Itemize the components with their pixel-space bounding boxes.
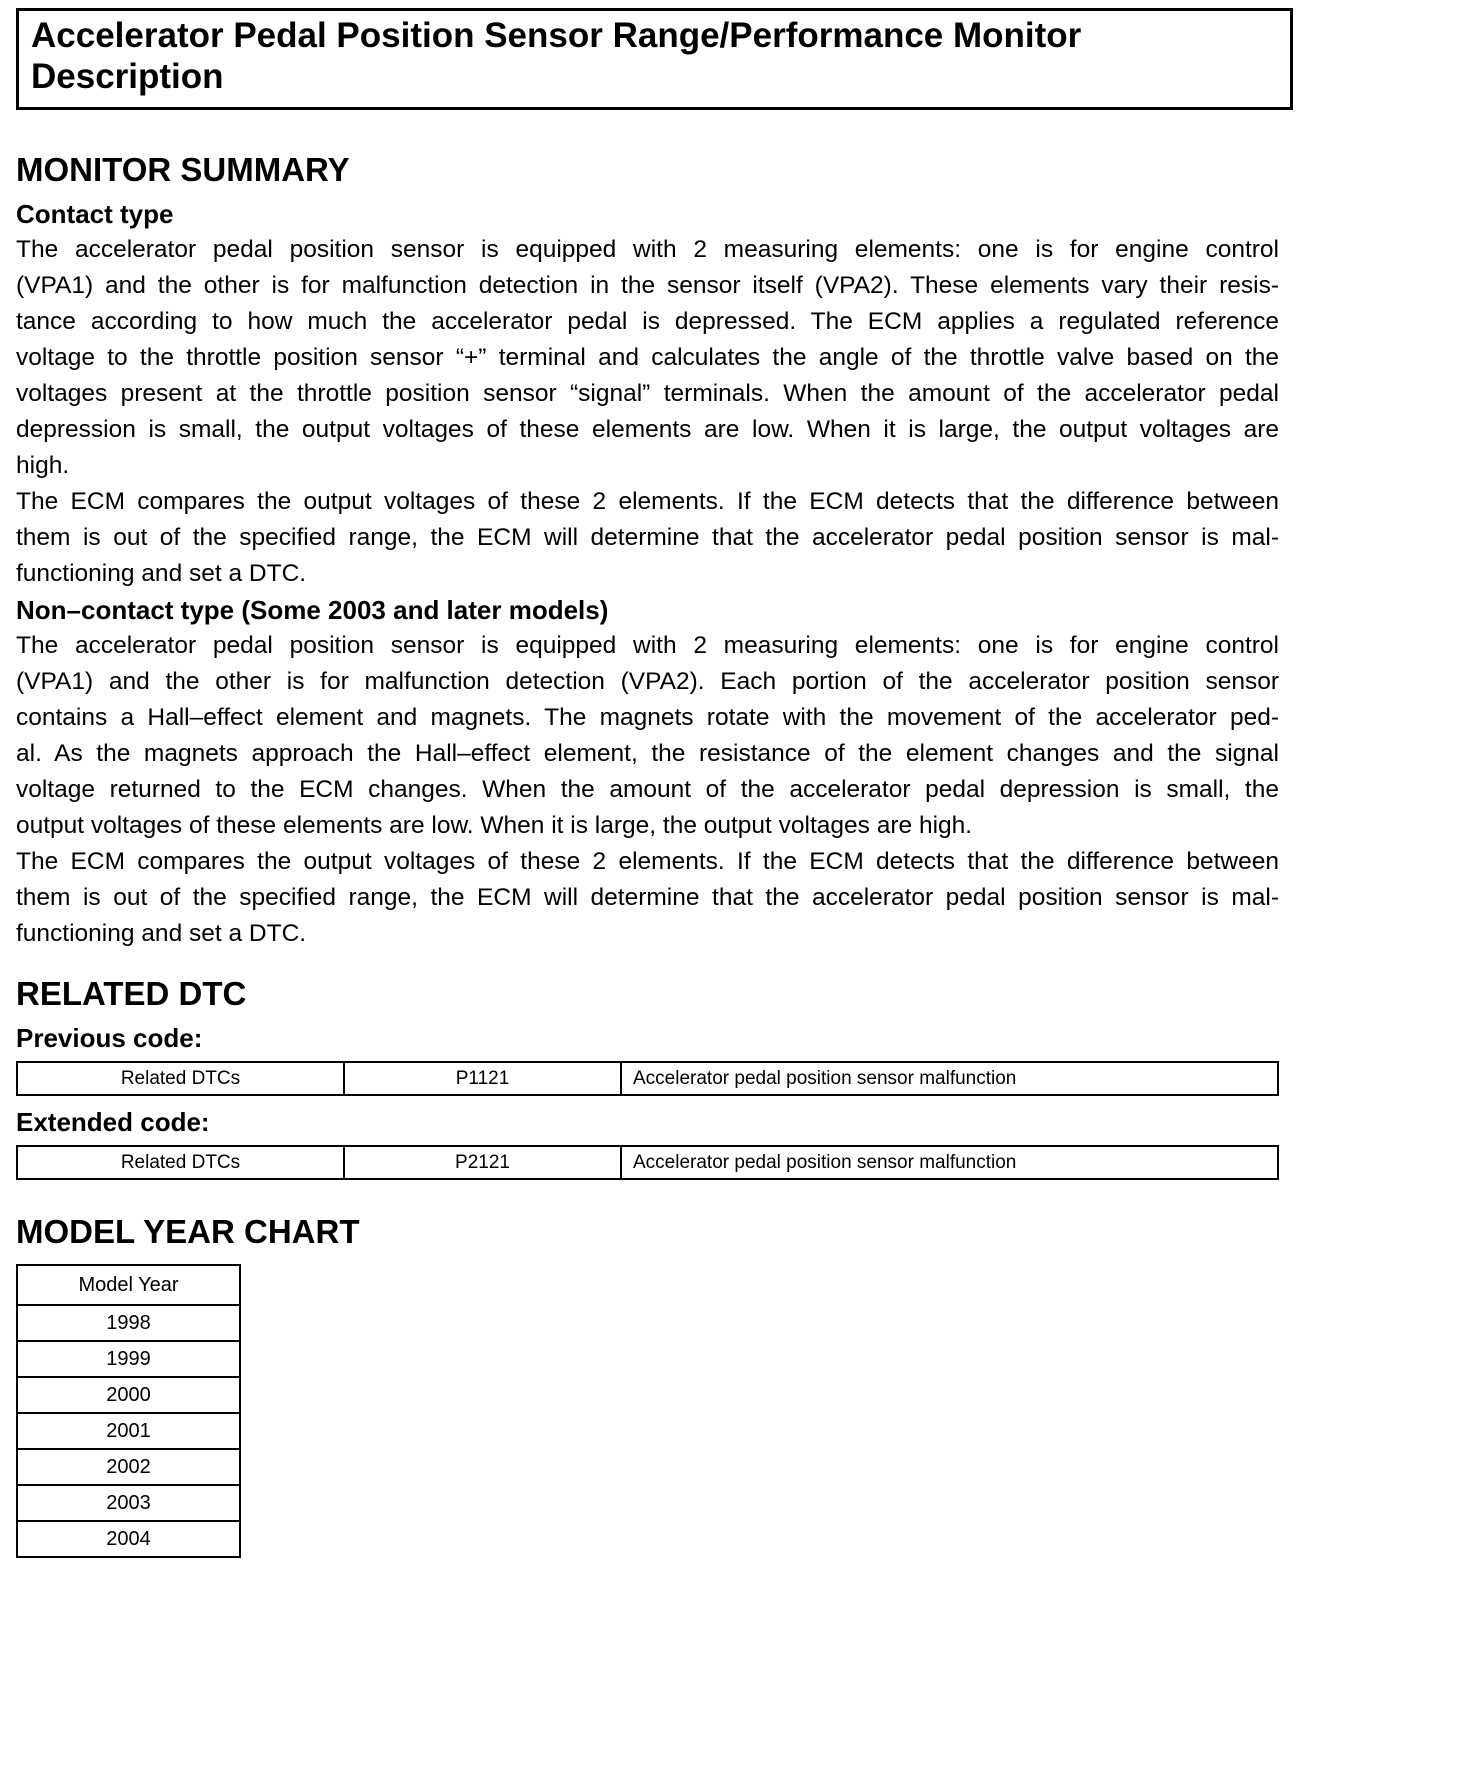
document-content: [16, 8, 1293, 1558]
dtc-row-header-cell: Related DTCs: [17, 1146, 344, 1179]
table-row: [17, 1341, 240, 1377]
paragraph: [16, 232, 1279, 484]
table-row: [17, 1305, 240, 1341]
dtc-code-cell: P2121: [344, 1146, 621, 1179]
dtc-row-header-cell: Related DTCs: [17, 1062, 344, 1095]
model-year-cell: 1999: [17, 1341, 240, 1377]
previous-code-table: [16, 1061, 1279, 1096]
table-row: [17, 1413, 240, 1449]
paragraph-line: voltage to the throttle position sensor “+” terminal and calculates the angle of the throttle valve based on the: [16, 344, 1279, 371]
paragraph-line: The accelerator pedal position sensor is equipped with 2 measuring elements: one is for engine control: [16, 236, 1279, 263]
extended-code-table: [16, 1145, 1279, 1180]
extended-code-label: Extended code:: [16, 1107, 210, 1137]
paragraph-line: functioning and set a DTC.: [16, 560, 307, 587]
model-year-cell: 2000: [17, 1377, 240, 1413]
paragraph-line: them is out of the specified range, the ECM will determine that the accelerator pedal position sensor is mal-: [16, 884, 1279, 911]
subheading-non-contact-type: Non–contact type (Some 2003 and later models): [16, 595, 609, 625]
paragraph-line: The accelerator pedal position sensor is equipped with 2 measuring elements: one is for engine control: [16, 632, 1279, 659]
paragraph-line: (VPA1) and the other is for malfunction detection in the sensor itself (VPA2). These elements vary their resis-: [16, 272, 1279, 299]
table-row: [17, 1521, 240, 1557]
document-title: Accelerator Pedal Position Sensor Range/Performance Monitor Description: [31, 16, 1082, 96]
paragraph: [16, 484, 1279, 592]
model-year-cell: 1998: [17, 1305, 240, 1341]
paragraph-line: voltage returned to the ECM changes. When the amount of the accelerator pedal depression is small, the: [16, 776, 1279, 803]
table-row: [17, 1265, 240, 1305]
section-non-contact-type: [16, 592, 1293, 952]
previous-code-label: Previous code:: [16, 1023, 203, 1053]
paragraph-line: contains a Hall–effect element and magnets. The magnets rotate with the movement of the accelerator ped-: [16, 704, 1279, 731]
paragraph-line: high.: [16, 452, 70, 479]
model-year-cell: 2003: [17, 1485, 240, 1521]
subheading-contact-type: Contact type: [16, 199, 174, 229]
monitor-summary-heading: MONITOR SUMMARY: [16, 151, 350, 188]
paragraph-line: The ECM compares the output voltages of these 2 elements. If the ECM detects that the difference between: [16, 488, 1279, 515]
dtc-description-cell: Accelerator pedal position sensor malfunction: [621, 1062, 1278, 1095]
dtc-code-cell: P1121: [344, 1062, 621, 1095]
paragraph-line: them is out of the specified range, the ECM will determine that the accelerator pedal position sensor is mal-: [16, 524, 1279, 551]
table-row: [17, 1485, 240, 1521]
dtc-description-cell: Accelerator pedal position sensor malfunction: [621, 1146, 1278, 1179]
model-year-cell: 2002: [17, 1449, 240, 1485]
table-row: [17, 1062, 1278, 1095]
paragraph-line: voltages present at the throttle position sensor “signal” terminals. When the amount of the accelerator pedal: [16, 380, 1279, 407]
paragraph-line: tance according to how much the accelerator pedal is depressed. The ECM applies a regulated reference: [16, 308, 1279, 335]
paragraph-line: output voltages of these elements are low. When it is large, the output voltages are high.: [16, 812, 973, 839]
paragraph-line: functioning and set a DTC.: [16, 920, 307, 947]
model-year-table: [16, 1264, 241, 1558]
paragraph: [16, 628, 1279, 844]
related-dtc-heading: RELATED DTC: [16, 975, 247, 1012]
model-year-cell: 2004: [17, 1521, 240, 1557]
section-contact-type: [16, 196, 1293, 592]
paragraph-line: The ECM compares the output voltages of these 2 elements. If the ECM detects that the difference between: [16, 848, 1279, 875]
model-year-chart-heading: MODEL YEAR CHART: [16, 1213, 360, 1250]
table-row: [17, 1146, 1278, 1179]
paragraph: [16, 844, 1279, 952]
paragraph-line: al. As the magnets approach the Hall–effect element, the resistance of the element changes and the signal: [16, 740, 1279, 767]
paragraph-line: depression is small, the output voltages of these elements are low. When it is large, the output voltages are: [16, 416, 1279, 443]
document-title-box: [16, 8, 1293, 110]
model-year-cell: 2001: [17, 1413, 240, 1449]
table-row: [17, 1377, 240, 1413]
paragraph-line: (VPA1) and the other is for malfunction detection (VPA2). Each portion of the accelerator position sensor: [16, 668, 1279, 695]
model-year-header-cell: Model Year: [17, 1265, 240, 1305]
table-row: [17, 1449, 240, 1485]
